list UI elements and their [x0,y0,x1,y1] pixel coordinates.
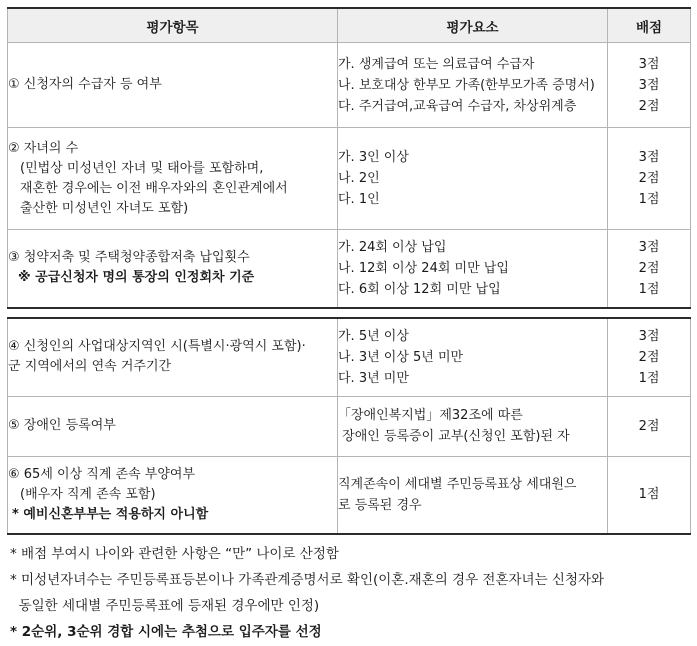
element-line: 「장애인복지법」제32조에 따른 [338,408,523,423]
score-value: 1점 [638,370,660,386]
score-value: 3점 [638,56,660,72]
element-line: 나. 보호대상 한부모 가족(한부모가족 증명서) [338,77,595,93]
item-cell [8,128,338,230]
element-cell [338,318,608,396]
score-value: 2점 [638,260,660,276]
item-line: 재혼한 경우에는 이전 배우자와의 혼인관계에서 [20,180,288,196]
score-value: 2점 [638,171,660,186]
item-cell [8,456,338,534]
score-value: 2점 [638,98,660,114]
item-line: (민법상 미성년인 자녀 및 태아를 포함하며, [20,160,264,176]
element-line: 나. 3년 이상 5년 미만 [338,349,464,365]
scoring-table-bottom [7,317,691,535]
header-score: 배점 [608,8,691,43]
score-value: 2점 [638,418,660,434]
score-value: 1점 [638,487,660,503]
score-value: 2점 [638,349,660,365]
score-value: 3점 [638,328,660,344]
element-cell [338,396,608,456]
score-cell [608,43,691,128]
element-line: 다. 3년 미만 [338,370,409,386]
header-element: 평가요소 [338,8,608,43]
item-cell [8,230,338,308]
footnote-minor-children-cont: 동일한 세대별 주민등록표에 등재된 경우에만 인정) [10,598,320,614]
element-line: 직계존속이 세대별 주민등록표상 세대원으 [338,476,577,492]
footnote-lottery: * 2순위, 3순위 경합 시에는 추첨으로 입주자를 선정 [10,624,322,640]
element-line: 다. 6회 이상 12회 미만 납입 [338,281,501,297]
element-line: 나. 2인 [338,171,380,186]
table-row-disability-registration [8,396,691,456]
element-cell [338,456,608,534]
item-line: ① 신청자의 수급자 등 여부 [8,77,162,92]
score-cell [608,318,691,396]
score-cell [608,230,691,308]
footnote-age: * 배점 부여시 나이와 관련한 사항은 “만” 나이로 산정함 [10,546,339,562]
score-value: 3점 [638,77,660,93]
score-cell [608,456,691,534]
element-line: 가. 5년 이상 [338,328,409,344]
table-row-residence-period [8,318,691,396]
item-line: 군 지역에서의 연속 거주기간 [8,359,172,375]
item-cell [8,43,338,128]
score-cell [608,396,691,456]
item-line: ⑥ 65세 이상 직계 존속 부양여부 [8,466,195,482]
element-cell [338,43,608,128]
score-value: 1점 [638,281,660,297]
element-line: 가. 생계급여 또는 의료급여 수급자 [338,56,535,72]
item-cell [8,318,338,396]
element-line: 다. 1인 [338,192,380,207]
footnotes [10,541,694,645]
header-item: 평가항목 [8,8,338,43]
item-line: ④ 신청인의 사업대상지역인 시(특별시·광역시 포함)· [8,339,306,355]
element-line: 나. 12회 이상 24회 미만 납입 [338,260,509,276]
table-row-elderly-dependent [8,456,691,534]
element-line: 다. 주거급여,교육급여 수급자, 차상위계층 [338,98,577,114]
table-row-savings-payments [8,230,691,308]
item-note-bold: ※ 공급신청자 명의 통장의 인정회차 기준 [18,270,255,286]
item-line: ⑤ 장애인 등록여부 [8,418,116,433]
item-line: ③ 청약저축 및 주택청약종합저축 납입횟수 [8,250,250,266]
item-line: 출산한 미성년인 자녀도 포함) [20,200,189,216]
score-value: 1점 [638,192,660,207]
element-line: 로 등록된 경우 [338,497,422,513]
table-row-children-count [8,128,691,230]
scoring-table-top [7,7,691,309]
table-header-row [8,8,691,43]
table-row-recipient-status [8,43,691,128]
item-line: ② 자녀의 수 [8,140,79,156]
element-line: 가. 24회 이상 납입 [338,239,447,255]
item-note-bold: * 예비신혼부부는 적용하지 아니함 [12,506,209,522]
score-value: 3점 [638,239,660,255]
element-cell [338,128,608,230]
element-cell [338,230,608,308]
item-line: (배우자 직계 존속 포함) [20,486,156,502]
item-cell [8,396,338,456]
score-cell [608,128,691,230]
element-line: 장애인 등록증이 교부(신청인 포함)된 자 [338,429,570,444]
score-value: 3점 [638,150,660,165]
element-line: 가. 3인 이상 [338,150,409,165]
footnote-minor-children: * 미성년자녀수는 주민등록표등본이나 가족관계증명서로 확인(이혼.재혼의 경우 전혼자녀는 신청자와 [10,572,605,588]
